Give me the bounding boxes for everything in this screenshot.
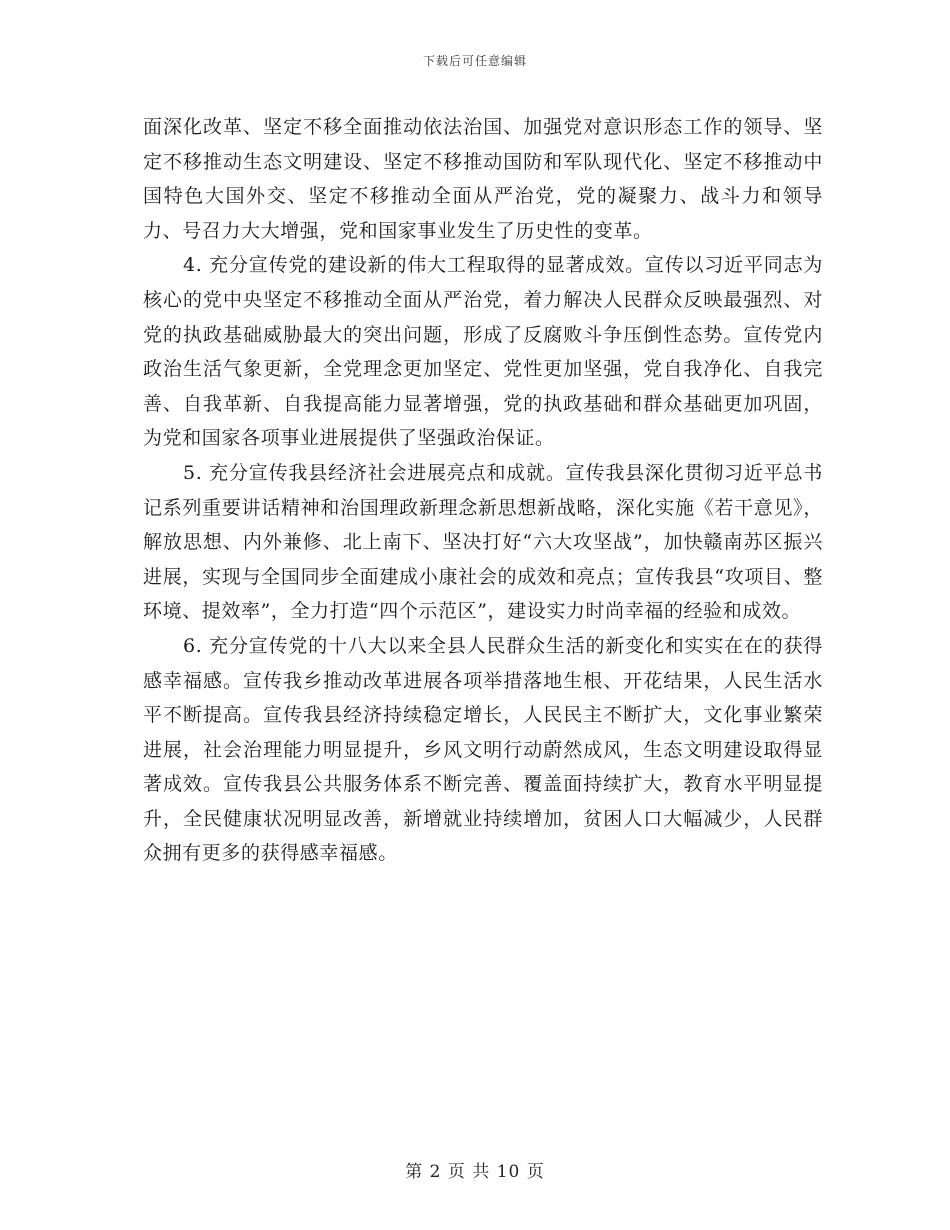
page-header: 下载后可任意编辑 [422,54,527,68]
paragraph-continuation: 面深化改革、坚定不移全面推动依法治国、加强党对意识形态工作的领导、坚定不移推动生态文明建设、坚定不移推动国防和军队现代化、坚定不移推动中国特色大国外交、坚定不移推动全面从严治党，党的凝聚力、战斗力和领导力、号召力大大增强，党和国家事业发生了历史性的变革。 [143,116,823,242]
document-body [143,110,823,871]
paragraph-item-6: 6. 充分宣传党的十八大以来全县人民群众生活的新变化和实实在在的获得感幸福感。宣传我乡推动改革进展各项举措落地生根、开花结果，人民生活水平不断提高。宣传我县经济持续稳定增长，人民民主不断扩大，文化事业繁荣进展，社会治理能力明显提升，乡风文明行动蔚然成风，生态文明建设取得显著成效。宣传我县公共服务体系不断完善、覆盖面持续扩大，教育水平明显提升，全民健康状况明显改善，新增就业持续增加，贫困人口大幅减少，人民群众拥有更多的获得感幸福感。 [143,634,823,865]
page-number: 第 2 页 共 10 页 [405,1162,545,1182]
paragraph-item-4: 4. 充分宣传党的建设新的伟大工程取得的显著成效。宣传以习近平同志为核心的党中央坚定不移推动全面从严治党，着力解决人民群众反映最强烈、对党的执政基础威胁最大的突出问题，形成了反腐败斗争压倒性态势。宣传党内政治生活气象更新，全党理念更加坚定、党性更加坚强，党自我净化、自我完善、自我革新、自我提高能力显著增强，党的执政基础和群众基础更加巩固，为党和国家各项事业进展提供了坚强政治保证。 [143,254,823,450]
paragraph-item-5: 5. 充分宣传我县经济社会进展亮点和成就。宣传我县深化贯彻习近平总书记系列重要讲话精神和治国理政新理念新思想新战略，深化实施《若干意见》，解放思想、内外兼修、北上南下、坚决打好“六大攻坚战”，加快赣南苏区振兴进展，实现与全国同步全面建成小康社会的成效和亮点；宣传我县“攻项目、整环境、提效率”，全力打造“四个示范区”，建设实力时尚幸福的经验和成效。 [143,461,823,623]
